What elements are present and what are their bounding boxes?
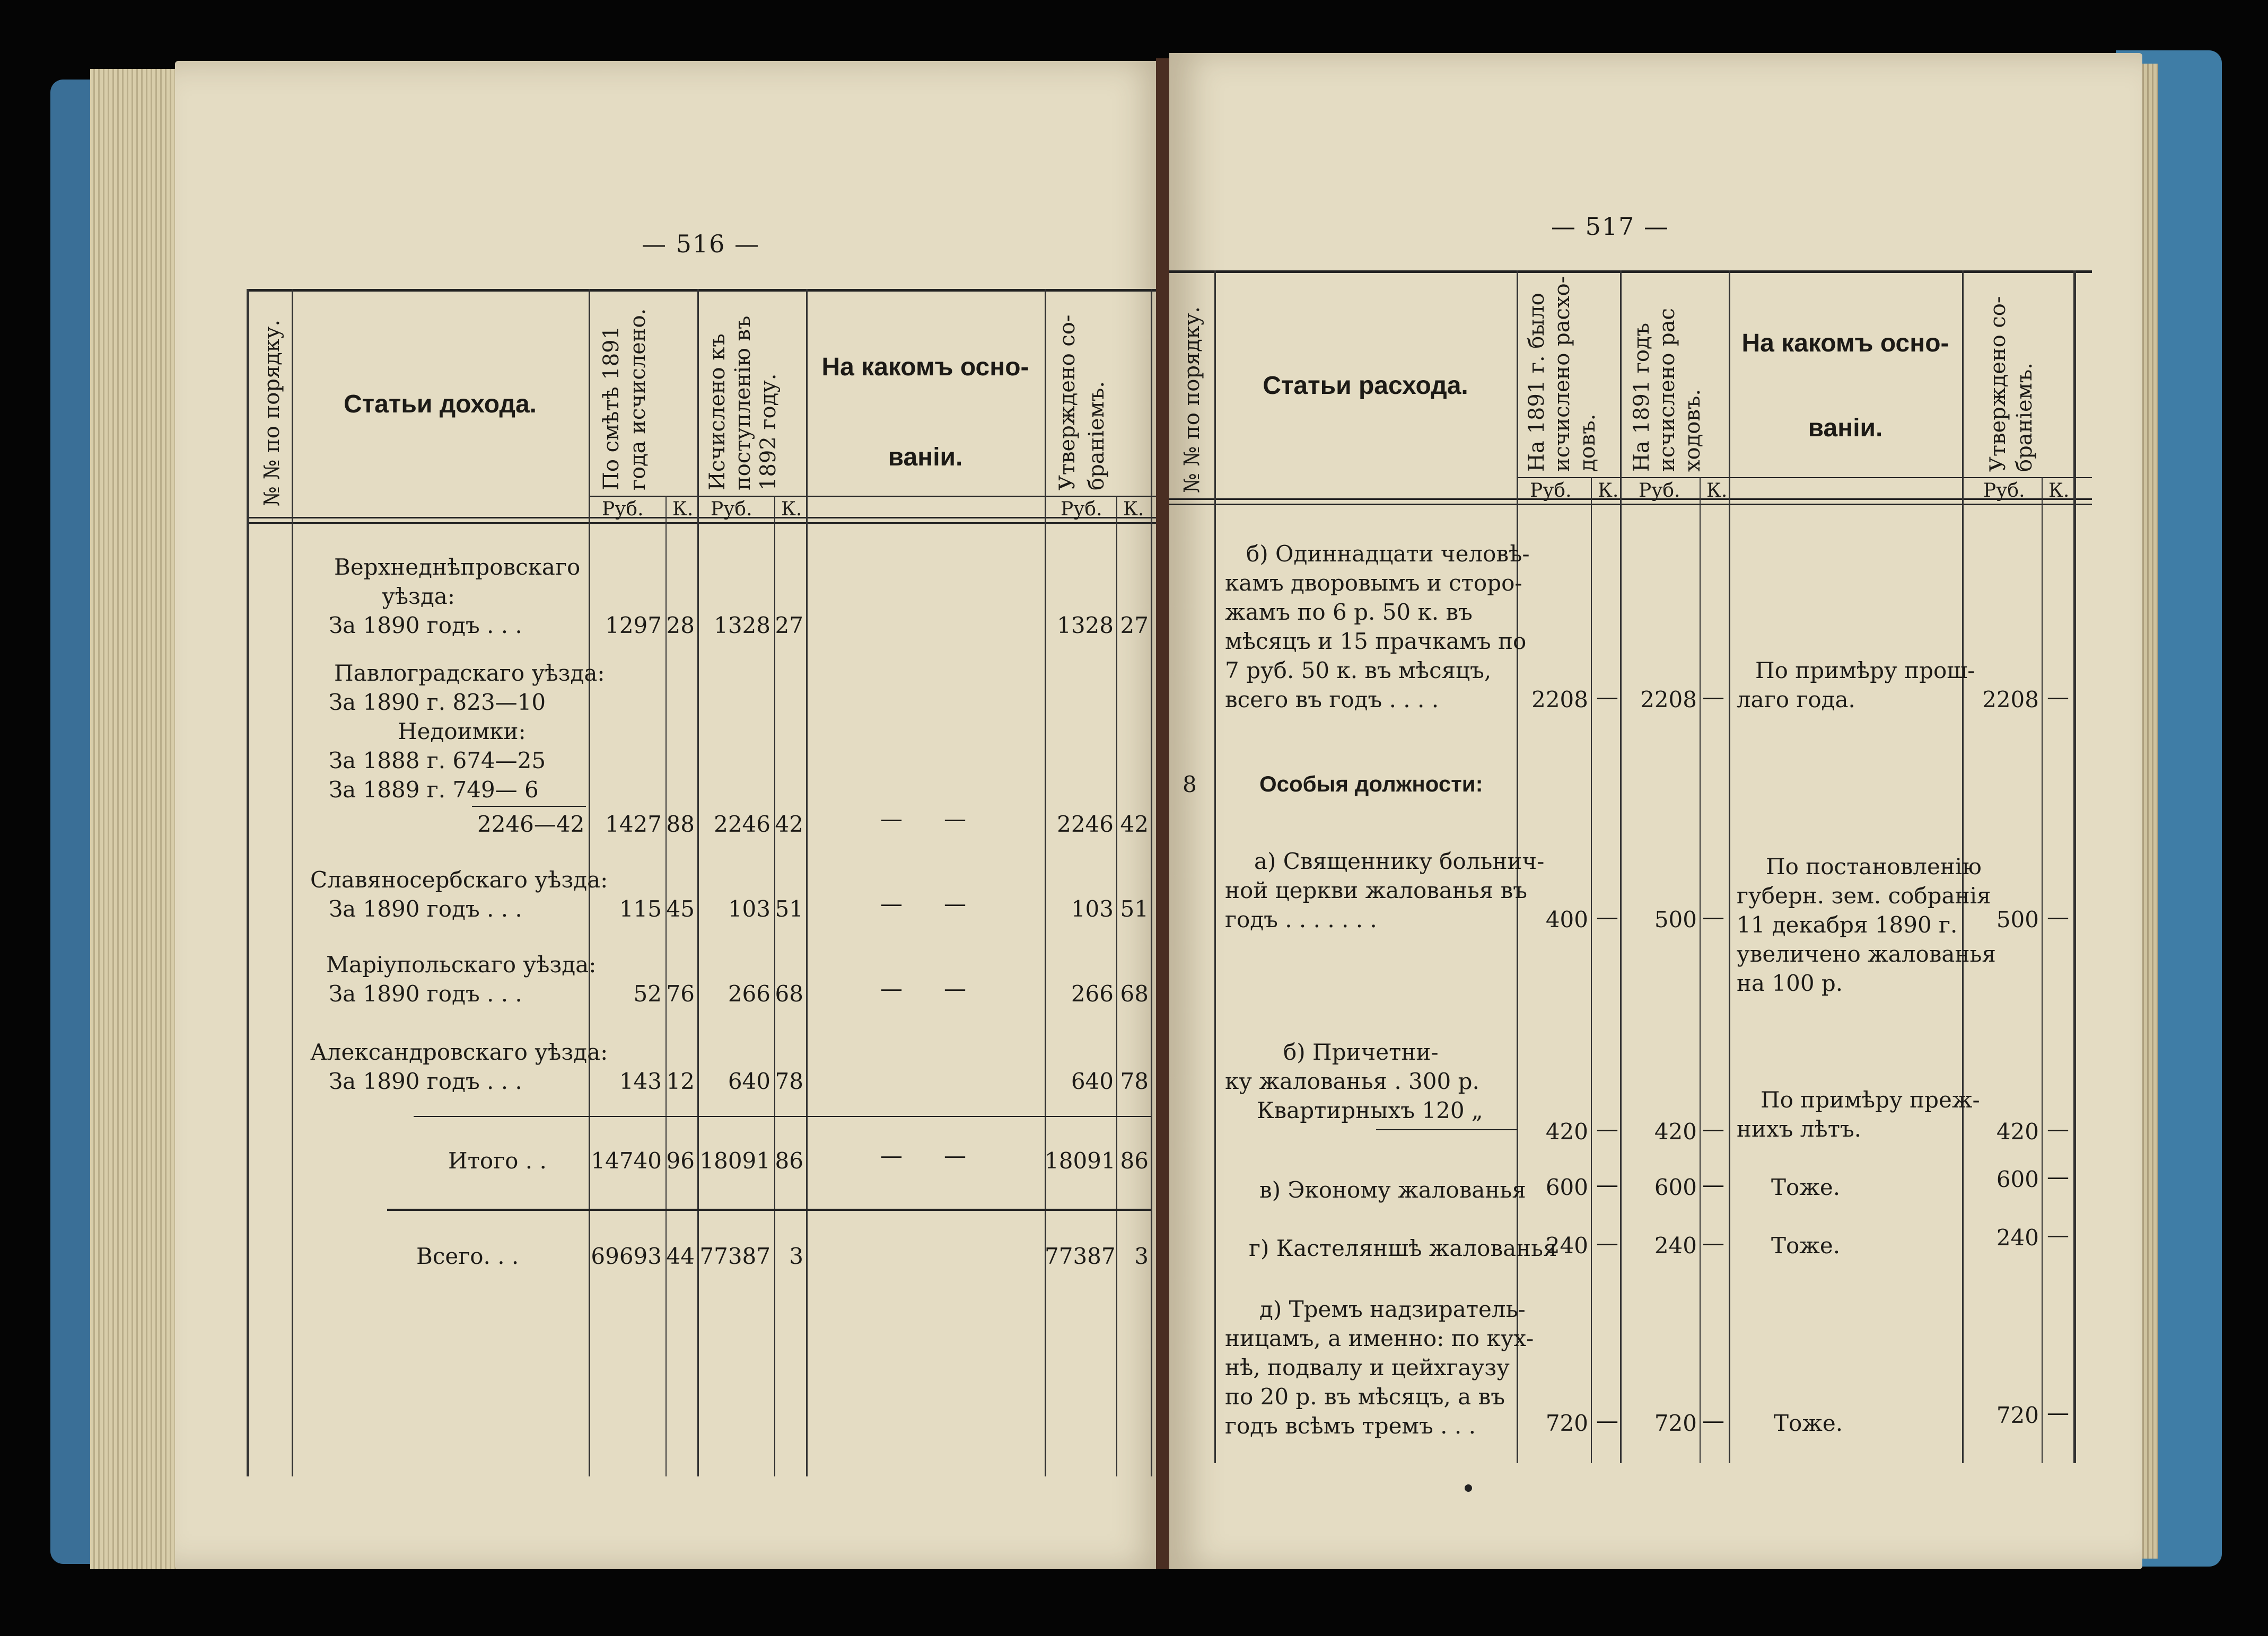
value-1891-rub: 400 xyxy=(1545,907,1588,933)
value-approved-rub: 240 xyxy=(1996,1225,2039,1251)
col-1891-header-l1: По смѣтѣ 1891 xyxy=(599,326,624,490)
kop-dash: — xyxy=(1596,684,1618,710)
rub-unit: Руб. xyxy=(1061,498,1102,520)
basis-text: на 100 р. xyxy=(1737,970,1843,996)
kop-dash: — xyxy=(2047,1116,2069,1142)
rub-unit: Руб. xyxy=(711,498,752,520)
row-text: Недоимки: xyxy=(398,718,526,744)
row-text: по 20 р. въ мѣсяцъ, а въ xyxy=(1225,1384,1505,1410)
value-1892-rub: 266 xyxy=(728,981,770,1007)
rub-unit: Руб. xyxy=(602,498,644,520)
kop-dash: — xyxy=(1596,1172,1618,1198)
section-title: Особыя должности: xyxy=(1259,771,1483,796)
row-text: уѣзда: xyxy=(382,583,455,609)
value-1892-rub: 1328 xyxy=(714,612,770,638)
col-number-header: № № по порядку. xyxy=(1180,306,1204,493)
basis-text: Тоже. xyxy=(1771,1174,1841,1200)
header-bottom-rule xyxy=(247,517,1159,518)
value-1891-rub: 420 xyxy=(1545,1119,1588,1145)
col-approved-header-l1: Утверждено со- xyxy=(1055,314,1080,490)
kop-unit: К. xyxy=(781,498,802,520)
value-1892-kop: 42 xyxy=(775,811,803,837)
col-basis-header-l2: ваніи. xyxy=(1808,414,1883,442)
kop-dash: — xyxy=(2047,904,2069,930)
value-1892-rub: 2208 xyxy=(1640,687,1697,713)
value-approved-rub: 103 xyxy=(1071,896,1114,922)
value-1892-rub: 600 xyxy=(1654,1174,1697,1200)
value-1892-rub: 640 xyxy=(728,1068,770,1094)
kop-unit: К. xyxy=(1598,480,1619,502)
value-1892-rub: 240 xyxy=(1654,1233,1697,1259)
value-approved-rub: 1328 xyxy=(1057,612,1114,638)
row-text: ной церкви жалованья въ xyxy=(1225,877,1528,903)
row-text: Квартирныхъ 120 „ xyxy=(1257,1097,1483,1123)
page-number: — 516 — xyxy=(642,230,760,258)
vsego-approved-kop: 3 xyxy=(1134,1243,1149,1269)
kop-dash: — xyxy=(1702,1116,1724,1142)
value-1891-rub: 240 xyxy=(1545,1233,1588,1259)
itogo-1891-kop: 96 xyxy=(666,1148,695,1174)
kop-dash: — xyxy=(1702,904,1724,930)
col-basis-header-l2: ваніи. xyxy=(888,443,963,471)
row-text: За 1888 г. 674—25 xyxy=(329,747,546,773)
value-1891-rub: 2208 xyxy=(1531,687,1588,713)
value-approved-kop: 78 xyxy=(1120,1068,1149,1094)
itogo-approved-kop: 86 xyxy=(1120,1148,1149,1174)
itogo-1892-rub: 18091 xyxy=(699,1148,770,1174)
col-1891-header-l2: года исчислено. xyxy=(626,308,650,490)
basis-text: увеличено жалованья xyxy=(1737,941,1996,967)
left-page xyxy=(175,61,1167,1569)
col-title-header: Статьи расхода. xyxy=(1263,372,1468,400)
basis-dash: — xyxy=(880,975,903,1001)
kop-dash: — xyxy=(1702,1172,1724,1198)
row-text: ку жалованья . 300 р. xyxy=(1225,1068,1479,1094)
kop-dash: — xyxy=(1596,904,1618,930)
value-1891-kop: 12 xyxy=(666,1068,695,1094)
row-text: 2246—42 xyxy=(477,811,585,837)
kop-dash: — xyxy=(1702,684,1724,710)
kop-dash: — xyxy=(1596,1408,1618,1433)
col-1892-header-l1: На 1891 годъ xyxy=(1630,322,1654,472)
vsego-1891-kop: 44 xyxy=(666,1243,695,1269)
col-1892-header-l2: поступленію въ xyxy=(731,315,755,490)
row-text: За 1890 годъ . . . xyxy=(329,896,522,922)
row-text: Александровскаго уѣзда: xyxy=(310,1039,608,1065)
kop-dash: — xyxy=(1596,1230,1618,1256)
value-approved-rub: 2208 xyxy=(1982,687,2039,713)
basis-text: По постановленію xyxy=(1766,854,1982,879)
itogo-1892-kop: 86 xyxy=(775,1148,803,1174)
rub-unit: Руб. xyxy=(1983,480,2025,502)
value-approved-kop: 42 xyxy=(1120,811,1149,837)
basis-dash: — xyxy=(944,891,966,917)
value-approved-rub: 600 xyxy=(1996,1166,2039,1192)
col-basis-header-l1: На какомъ осно- xyxy=(1741,329,1949,357)
row-text: б) Одиннадцати человѣ- xyxy=(1246,541,1530,567)
row-text: За 1889 г. 749— 6 xyxy=(329,777,539,803)
col-1891-header-l2: исчислено расхо- xyxy=(1550,276,1574,472)
kop-dash: — xyxy=(2047,1164,2069,1190)
col-1892-header-l3: 1892 году. xyxy=(756,373,781,490)
value-1891-rub: 720 xyxy=(1545,1410,1588,1436)
row-text: нѣ, подвалу и цейхгаузу xyxy=(1225,1354,1510,1380)
basis-dash: — xyxy=(944,806,966,832)
value-approved-kop: 27 xyxy=(1120,612,1149,638)
value-1891-kop: 28 xyxy=(666,612,695,638)
value-1891-kop: 76 xyxy=(666,981,695,1007)
basis-dash: — xyxy=(880,891,903,917)
table-top-rule xyxy=(1169,270,2092,273)
kop-dash: — xyxy=(2047,684,2069,710)
basis-text: губерн. зем. собранія xyxy=(1737,883,1991,909)
kop-unit: К. xyxy=(1706,480,1728,502)
row-text: годъ . . . . . . . xyxy=(1225,907,1377,933)
col-basis-header-l1: На какомъ осно- xyxy=(821,353,1029,381)
row-number: 8 xyxy=(1183,771,1197,797)
value-1892-kop: 27 xyxy=(775,612,803,638)
vsego-approved-rub: 77387 xyxy=(1045,1243,1116,1269)
basis-text: По примѣру преж- xyxy=(1761,1087,1980,1113)
header-bottom-rule xyxy=(1169,498,2092,500)
value-1892-rub: 103 xyxy=(728,896,770,922)
rub-unit: Руб. xyxy=(1639,480,1680,502)
col-approved-header-l2: браніемъ. xyxy=(2012,363,2037,472)
row-text: годъ всѣмъ тремъ . . . xyxy=(1225,1413,1476,1439)
value-1891-rub: 1297 xyxy=(605,612,662,638)
vsego-1891-rub: 69693 xyxy=(591,1243,662,1269)
value-1892-rub: 720 xyxy=(1654,1410,1697,1436)
value-approved-rub: 266 xyxy=(1071,981,1114,1007)
page-edges-left xyxy=(90,69,186,1569)
value-1891-rub: 115 xyxy=(619,896,662,922)
kop-dash: — xyxy=(2047,1400,2069,1426)
value-approved-rub: 500 xyxy=(1996,907,2039,933)
vsego-1892-kop: 3 xyxy=(789,1243,803,1269)
col-1892-header-l1: Исчислено къ xyxy=(705,333,730,490)
value-1891-rub: 600 xyxy=(1545,1174,1588,1200)
value-approved-rub: 420 xyxy=(1996,1119,2039,1145)
value-1892-rub: 500 xyxy=(1654,907,1697,933)
kop-dash: — xyxy=(1596,1116,1618,1142)
value-approved-rub: 2246 xyxy=(1057,811,1114,837)
row-text: всего въ годъ . . . . xyxy=(1225,687,1439,713)
basis-dash: — xyxy=(880,806,903,832)
value-1891-rub: 143 xyxy=(619,1068,662,1094)
basis-text: 11 декабря 1890 г. xyxy=(1737,912,1958,938)
value-1891-rub: 52 xyxy=(633,981,662,1007)
value-1892-kop: 51 xyxy=(775,896,803,922)
row-text: За 1890 годъ . . . xyxy=(329,981,522,1007)
row-text: в) Эконому жалованья xyxy=(1259,1177,1526,1203)
value-approved-rub: 720 xyxy=(1996,1402,2039,1428)
value-1892-rub: 420 xyxy=(1654,1119,1697,1145)
itogo-label: Итого . . xyxy=(448,1148,547,1174)
col-1892-header-l3: ходовъ. xyxy=(1680,389,1705,472)
col-approved-header-l2: браніемъ. xyxy=(1084,381,1109,490)
vsego-1892-rub: 77387 xyxy=(699,1243,770,1269)
col-1891-header-l1: На 1891 г. было xyxy=(1525,293,1549,472)
kop-unit: К. xyxy=(672,498,694,520)
row-text: б) Причетни- xyxy=(1283,1039,1439,1065)
kop-dash: — xyxy=(2047,1222,2069,1248)
value-1892-kop: 78 xyxy=(775,1068,803,1094)
col-title-header: Статьи дохода. xyxy=(343,390,537,418)
row-text: За 1890 г. 823—10 xyxy=(329,689,546,715)
row-text: а) Священнику больнич- xyxy=(1254,848,1545,874)
basis-text: нихъ лѣтъ. xyxy=(1737,1116,1862,1142)
basis-dash: — xyxy=(944,975,966,1001)
value-approved-kop: 51 xyxy=(1120,896,1149,922)
kop-unit: К. xyxy=(2048,480,2070,502)
col-1891-header-l3: довъ. xyxy=(1575,414,1600,472)
row-text: За 1890 годъ . . . xyxy=(329,1068,522,1094)
right-page xyxy=(1169,53,2142,1569)
row-text: За 1890 годъ . . . xyxy=(329,612,522,638)
row-text: Славяносербскаго уѣзда: xyxy=(310,867,608,893)
row-text: Верхнеднѣпровскаго xyxy=(334,554,581,580)
col-number-header: № № по порядку. xyxy=(260,319,284,506)
value-approved-kop: 68 xyxy=(1120,981,1149,1007)
kop-dash: — xyxy=(1702,1408,1724,1433)
col-1892-header-l2: исчислено рас xyxy=(1655,308,1679,472)
value-1892-rub: 2246 xyxy=(714,811,770,837)
basis-text: лаго года. xyxy=(1737,687,1855,713)
rub-unit: Руб. xyxy=(1530,480,1572,502)
value-1891-kop: 88 xyxy=(666,811,695,837)
page-number: — 517 — xyxy=(1551,212,1670,241)
row-text: Маріупольскаго уѣзда: xyxy=(326,952,597,978)
row-text: камъ дворовымъ и сторо- xyxy=(1225,570,1522,596)
kop-dash: — xyxy=(1702,1230,1724,1256)
row-text: д) Тремъ надзиратель- xyxy=(1259,1296,1526,1322)
itogo-approved-rub: 18091 xyxy=(1045,1148,1116,1174)
basis-text: Тоже. xyxy=(1771,1233,1841,1259)
row-text: 7 руб. 50 к. въ мѣсяцъ, xyxy=(1225,657,1492,683)
value-approved-rub: 640 xyxy=(1071,1068,1114,1094)
row-text: Павлоградскаго уѣзда: xyxy=(334,660,605,686)
basis-dash: — xyxy=(880,1142,903,1168)
kop-unit: К. xyxy=(1123,498,1144,520)
value-1891-kop: 45 xyxy=(666,896,695,922)
basis-dash: — xyxy=(944,1142,966,1168)
itogo-1891-rub: 14740 xyxy=(591,1148,662,1174)
row-text: жамъ по 6 р. 50 к. въ xyxy=(1225,599,1473,625)
ink-dot xyxy=(1465,1484,1472,1492)
basis-text: Тоже. xyxy=(1774,1410,1843,1436)
row-text: ницамъ, а именно: по кух- xyxy=(1225,1325,1534,1351)
vsego-label: Всего. . . xyxy=(416,1243,519,1269)
basis-text: По примѣру прош- xyxy=(1755,657,1975,683)
value-1891-rub: 1427 xyxy=(605,811,662,837)
row-text: мѣсяцъ и 15 прачкамъ по xyxy=(1225,628,1527,654)
col-approved-header-l1: Утверждено со- xyxy=(1986,296,2010,472)
row-text: г) Кастеляншѣ жалованья xyxy=(1249,1235,1557,1261)
table-top-rule xyxy=(247,289,1159,292)
value-1892-kop: 68 xyxy=(775,981,803,1007)
